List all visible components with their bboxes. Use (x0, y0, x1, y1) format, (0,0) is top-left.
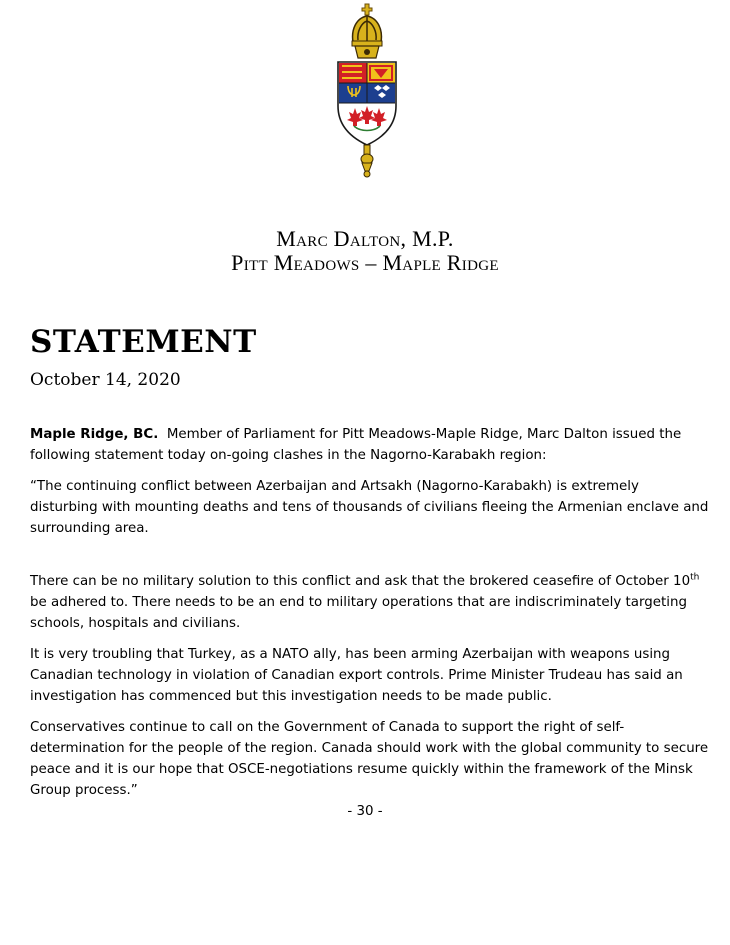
lead-text: Member of Parliament for Pitt Meadows-Maple Ridge, Marc Dalton issued the following statement today on-going clashes in the Nagorno-Karabakh region: (30, 427, 682, 463)
paragraph-2-text-b: be adhered to. There needs to be an end to military operations that are indiscriminately targeting schools, hospitals and civilians. (30, 595, 687, 631)
paragraph-2 (30, 571, 710, 634)
statement-title: STATEMENT (30, 324, 257, 360)
house-of-commons-mace-icon (334, 2, 400, 178)
paragraph-2-text-a: There can be no military solution to this conflict and ask that the brokered ceasefire of October 10 (30, 574, 691, 589)
mp-name: Marc Dalton, M.P. (276, 226, 454, 251)
dateline: Maple Ridge, BC. (30, 427, 159, 442)
paragraph-1: “The continuing conflict between Azerbaijan and Artsakh (Nagorno-Karabakh) is extremely disturbing with mounting deaths and tens of thousands of civilians fleeing the Armenian enclave and surrounding area. (30, 479, 709, 536)
statement-body (30, 424, 710, 811)
end-marker: - 30 - (347, 804, 383, 819)
statement-date: October 14, 2020 (30, 370, 181, 390)
lead-paragraph (30, 424, 710, 466)
paragraph-4: Conservatives continue to call on the Government of Canada to support the right of self-determination for the people of the region. Canada should work with the global community to secure peace and it is our hope that OSCE-negotiations resume quickly within the framework of the Minsk Group process.” (30, 720, 709, 798)
ordinal-superscript: th (690, 572, 700, 583)
paragraph-3: It is very troubling that Turkey, as a NATO ally, has been arming Azerbaijan with weapons using Canadian technology in violation of Canadian export controls. Prime Minister Trudeau has said an investigation has commenced but this investigation needs to be made public. (30, 647, 683, 704)
riding-name: Pitt Meadows – Maple Ridge (231, 250, 499, 275)
